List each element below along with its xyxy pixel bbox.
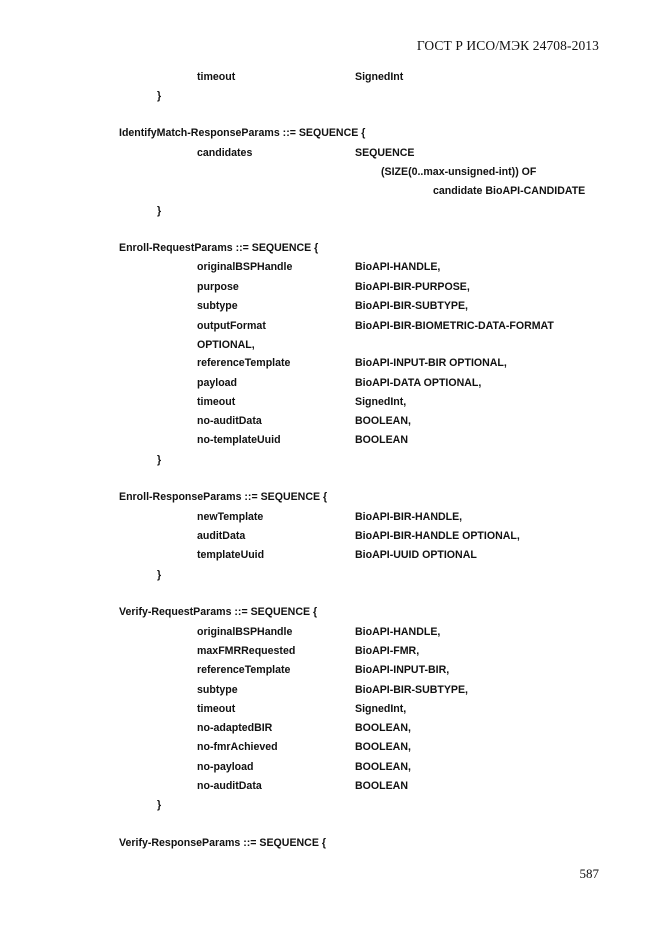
field-name: no-adaptedBIR xyxy=(197,722,273,734)
field-type: BOOLEAN, xyxy=(355,741,411,753)
field-name: originalBSPHandle xyxy=(197,261,293,273)
field-type: BOOLEAN, xyxy=(355,722,411,734)
field-line xyxy=(0,299,662,313)
field-type: SignedInt, xyxy=(355,396,407,408)
field-line xyxy=(0,510,662,524)
field-name: purpose xyxy=(197,281,239,293)
closing-brace-line xyxy=(0,568,662,582)
field-name: OPTIONAL, xyxy=(197,339,255,351)
closing-brace: } xyxy=(157,454,162,466)
field-type: BOOLEAN xyxy=(355,780,408,792)
field-type: BOOLEAN, xyxy=(355,415,411,427)
field-type: BioAPI-BIR-BIOMETRIC-DATA-FORMAT xyxy=(355,320,554,332)
field-name: referenceTemplate xyxy=(197,664,291,676)
type-definition-line xyxy=(0,490,662,504)
type-definition-line xyxy=(0,836,662,850)
field-type: BioAPI-DATA OPTIONAL, xyxy=(355,377,482,389)
field-name: maxFMRRequested xyxy=(197,645,296,657)
field-line xyxy=(0,721,662,735)
field-type: BioAPI-BIR-SUBTYPE, xyxy=(355,300,469,312)
field-name: no-fmrAchieved xyxy=(197,741,278,753)
field-type: BioAPI-INPUT-BIR, xyxy=(355,664,450,676)
closing-brace: } xyxy=(157,569,162,581)
field-type: SignedInt xyxy=(355,71,404,83)
field-line xyxy=(0,70,662,84)
field-name: timeout xyxy=(197,396,236,408)
type-definition-line xyxy=(0,605,662,619)
type-definition: Verify-RequestParams ::= SEQUENCE { xyxy=(119,606,318,618)
closing-brace-line xyxy=(0,89,662,103)
field-type: BioAPI-BIR-PURPOSE, xyxy=(355,281,470,293)
type-continuation: candidate BioAPI-CANDIDATE xyxy=(433,185,586,197)
type-continuation: (SIZE(0..max-unsigned-int)) OF xyxy=(381,166,537,178)
field-line xyxy=(0,376,662,390)
field-type: BOOLEAN, xyxy=(355,761,411,773)
field-name: referenceTemplate xyxy=(197,357,291,369)
field-name: no-auditData xyxy=(197,780,262,792)
field-line xyxy=(0,740,662,754)
field-line xyxy=(0,433,662,447)
field-line xyxy=(0,338,662,352)
type-definition: Enroll-RequestParams ::= SEQUENCE { xyxy=(119,242,319,254)
field-line xyxy=(0,260,662,274)
field-line xyxy=(0,702,662,716)
field-line xyxy=(0,414,662,428)
field-name: outputFormat xyxy=(197,320,266,332)
closing-brace-line xyxy=(0,453,662,467)
field-name: newTemplate xyxy=(197,511,264,523)
type-definition: Enroll-ResponseParams ::= SEQUENCE { xyxy=(119,491,328,503)
document-header: ГОСТ Р ИСО/МЭК 24708-2013 xyxy=(416,38,599,53)
field-type: SignedInt, xyxy=(355,703,407,715)
field-name: payload xyxy=(197,377,238,389)
field-type: SEQUENCE xyxy=(355,147,415,159)
page-number: 587 xyxy=(579,866,599,881)
closing-brace: } xyxy=(157,205,162,217)
field-type: BOOLEAN xyxy=(355,434,408,446)
closing-brace-line xyxy=(0,204,662,218)
field-name: timeout xyxy=(197,703,236,715)
continuation-line xyxy=(0,184,662,198)
field-type: BioAPI-BIR-HANDLE, xyxy=(355,511,463,523)
field-line xyxy=(0,395,662,409)
closing-brace: } xyxy=(157,90,162,102)
field-name: auditData xyxy=(197,530,246,542)
field-name: subtype xyxy=(197,684,238,696)
field-line xyxy=(0,146,662,160)
field-name: no-payload xyxy=(197,761,254,773)
field-type: BioAPI-BIR-SUBTYPE, xyxy=(355,684,469,696)
field-name: no-templateUuid xyxy=(197,434,281,446)
type-definition-line xyxy=(0,241,662,255)
field-name: timeout xyxy=(197,71,236,83)
field-line xyxy=(0,625,662,639)
field-line xyxy=(0,683,662,697)
field-name: candidates xyxy=(197,147,253,159)
field-line xyxy=(0,779,662,793)
field-name: no-auditData xyxy=(197,415,262,427)
field-line xyxy=(0,529,662,543)
type-definition: Verify-ResponseParams ::= SEQUENCE { xyxy=(119,837,326,849)
closing-brace-line xyxy=(0,798,662,812)
field-type: BioAPI-UUID OPTIONAL xyxy=(355,549,477,561)
field-line xyxy=(0,356,662,370)
continuation-line xyxy=(0,165,662,179)
field-type: BioAPI-INPUT-BIR OPTIONAL, xyxy=(355,357,507,369)
field-line xyxy=(0,280,662,294)
field-name: originalBSPHandle xyxy=(197,626,293,638)
field-type: BioAPI-HANDLE, xyxy=(355,261,441,273)
field-line xyxy=(0,760,662,774)
field-name: templateUuid xyxy=(197,549,265,561)
field-line xyxy=(0,319,662,333)
type-definition-line xyxy=(0,126,662,140)
field-line xyxy=(0,644,662,658)
field-line xyxy=(0,663,662,677)
field-type: BioAPI-BIR-HANDLE OPTIONAL, xyxy=(355,530,520,542)
field-name: subtype xyxy=(197,300,238,312)
field-line xyxy=(0,548,662,562)
field-type: BioAPI-FMR, xyxy=(355,645,420,657)
type-definition: IdentifyMatch-ResponseParams ::= SEQUENCE { xyxy=(119,127,366,139)
field-type: BioAPI-HANDLE, xyxy=(355,626,441,638)
closing-brace: } xyxy=(157,799,162,811)
